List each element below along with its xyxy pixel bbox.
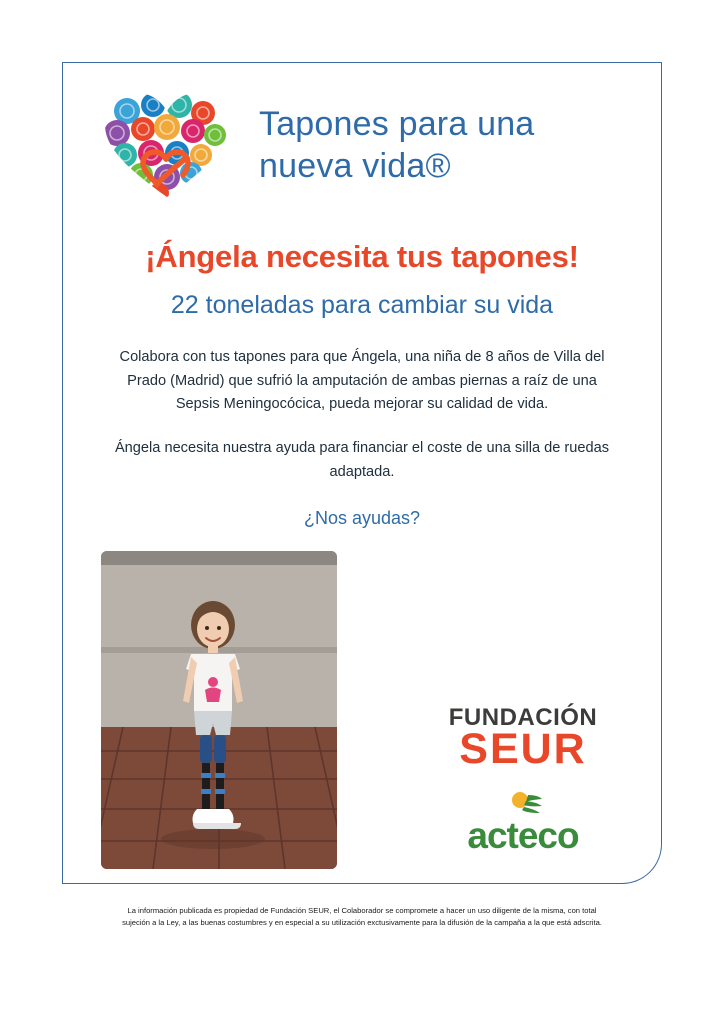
photo-girl-with-prosthetic-legs — [101, 551, 337, 869]
acteco-logo — [423, 789, 623, 857]
sponsor-logos — [423, 704, 623, 857]
poster-paragraph-1: Colabora con tus tapones para que Ángela, una niña de 8 años de Villa del Prado (Madrid) que sufrió la amputación de ambas piernas a raíz de una Sepsis Meningocócica, pueda mejorar su calidad de vida. — [119, 349, 605, 413]
poster-header — [63, 63, 661, 205]
seur-foundation-logo — [423, 704, 623, 774]
poster-card — [62, 62, 662, 884]
bottle-caps-heart-logo-icon — [97, 85, 237, 205]
poster-lower-section — [63, 551, 661, 881]
acteco-wordmark: acteco — [467, 815, 579, 857]
poster-headline: ¡Ángela necesita tus tapones! — [145, 239, 579, 274]
legal-footer-line-2: sujeción a la Ley, a las buenas costumbres y en especial a su utilización exctusivamente para la difusión de la campaña a la que está adscrita. — [122, 917, 602, 927]
acteco-sun-icon — [502, 789, 544, 815]
poster-paragraph-2: Ángela necesita nuestra ayuda para financiar el coste de una silla de ruedas adaptada. — [114, 439, 610, 480]
seur-foundation-wordmark: FUNDACIÓN — [448, 704, 598, 732]
seur-wordmark: SEUR — [459, 725, 587, 774]
poster-call-to-action: ¿Nos ayudas? — [303, 508, 421, 529]
legal-footer-line-1: La información publicada es propiedad de Fundación SEUR, el Colaborador se compromete a hacer un uso diligente de la misma, con total — [127, 906, 597, 915]
legal-footer — [62, 905, 662, 929]
brand-title: Tapones para una nueva vida® — [259, 104, 535, 185]
poster-subheadline: 22 toneladas para cambiar su vida — [170, 291, 554, 319]
